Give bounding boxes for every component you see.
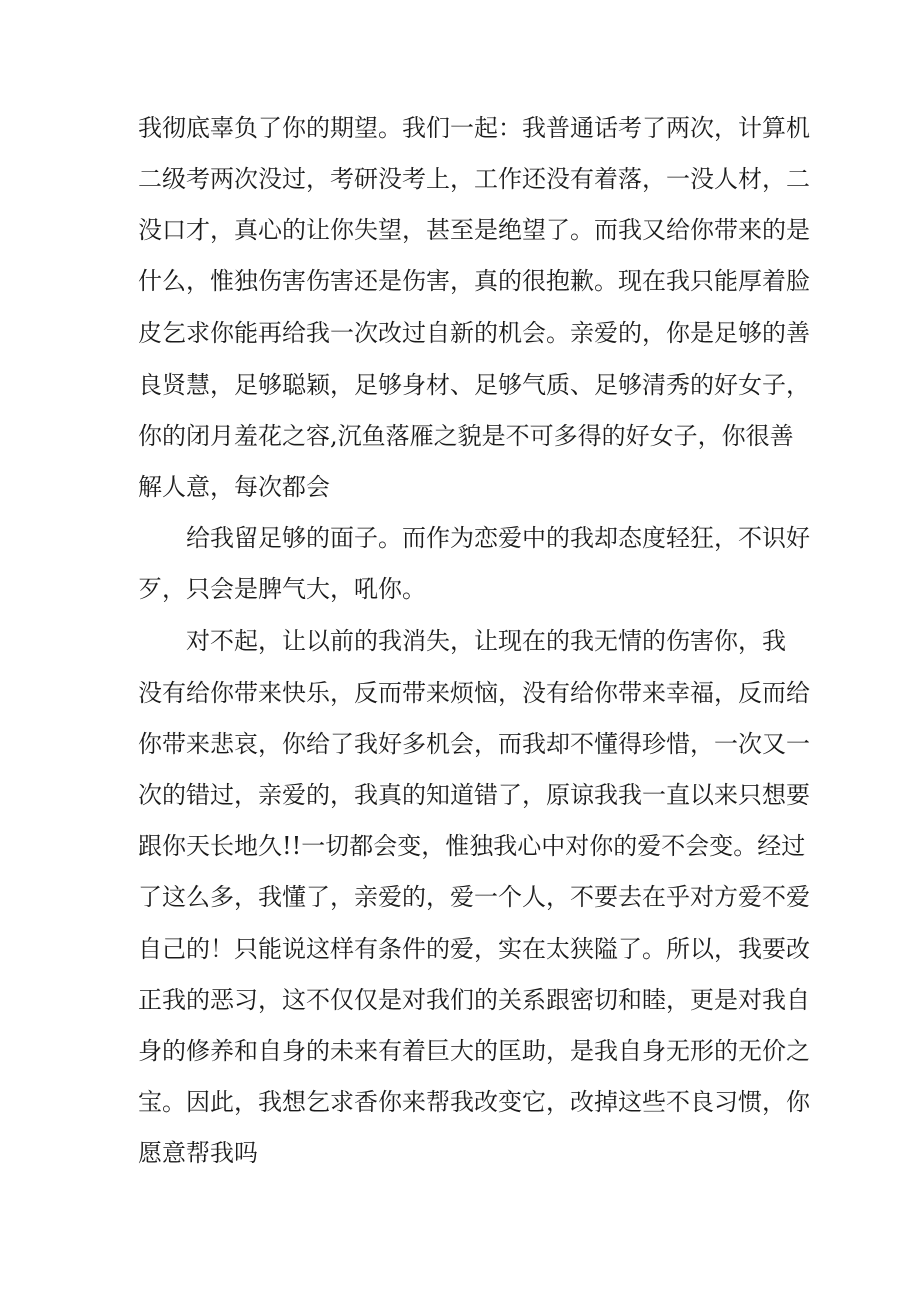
paragraph-3-line-1: 对不起，让以前的我消失，让现在的我无情的伤害你，我 (186, 627, 786, 655)
paragraph-2-line-1: 给我留足够的面子。而作为恋爱中的我却态度轻狂，不识好 (186, 524, 810, 552)
paragraph-3-line-6: 了这么多，我懂了，亲爱的，爱一个人，不要去在乎对方爱不爱 (138, 883, 810, 911)
paragraph-3-line-7: 自己的！只能说这样有条件的爱，实在太狭隘了。所以，我要改 (138, 935, 810, 963)
paragraph-3-line-4: 次的错过，亲爱的，我真的知道错了，原谅我我一直以来只想要 (138, 781, 810, 809)
paragraph-3-line-9: 身的修养和自身的未来有着巨大的匡助，是我自身无形的无价之 (138, 1037, 810, 1065)
paragraph-1-line-2: 二级考两次没过，考研没考上，工作还没有着落，一没人材，二 (138, 165, 810, 193)
paragraph-3-line-10: 宝。因此，我想乞求香你来帮我改变它，改掉这些不良习惯，你 (138, 1088, 810, 1116)
paragraph-3-line-3: 你带来悲哀，你给了我好多机会，而我却不懂得珍惜，一次又一 (138, 730, 810, 758)
paragraph-1-line-3: 没口才，真心的让你失望，甚至是绝望了。而我又给你带来的是 (138, 216, 810, 244)
paragraph-3-line-8: 正我的恶习，这不仅仅是对我们的关系跟密切和睦，更是对我自 (138, 986, 810, 1014)
paragraph-1-line-8: 解人意，每次都会 (138, 473, 330, 501)
paragraph-1-line-1: 我彻底辜负了你的期望。我们一起：我普通话考了两次，计算机 (138, 114, 810, 142)
paragraph-3-line-11: 愿意帮我吗 (138, 1139, 258, 1167)
paragraph-1-line-7: 你的闭月羞花之容,沉鱼落雁之貌是不可多得的好女子，你很善 (138, 422, 794, 450)
paragraph-2-line-2: 歹，只会是脾气大，吼你。 (138, 575, 426, 603)
paragraph-1-line-5: 皮乞求你能再给我一次改过自新的机会。亲爱的，你是足够的善 (138, 319, 810, 347)
paragraph-1-line-6: 良贤慧，足够聪颖，足够身材、足够气质、足够清秀的好女子， (138, 371, 810, 399)
paragraph-3-line-5: 跟你天长地久!!一切都会变，惟独我心中对你的爱不会变。经过 (138, 832, 806, 860)
paragraph-1-line-4: 什么，惟独伤害伤害还是伤害，真的很抱歉。现在我只能厚着脸 (138, 267, 810, 295)
paragraph-3-line-2: 没有给你带来快乐，反而带来烦恼，没有给你带来幸福，反而给 (138, 679, 810, 707)
